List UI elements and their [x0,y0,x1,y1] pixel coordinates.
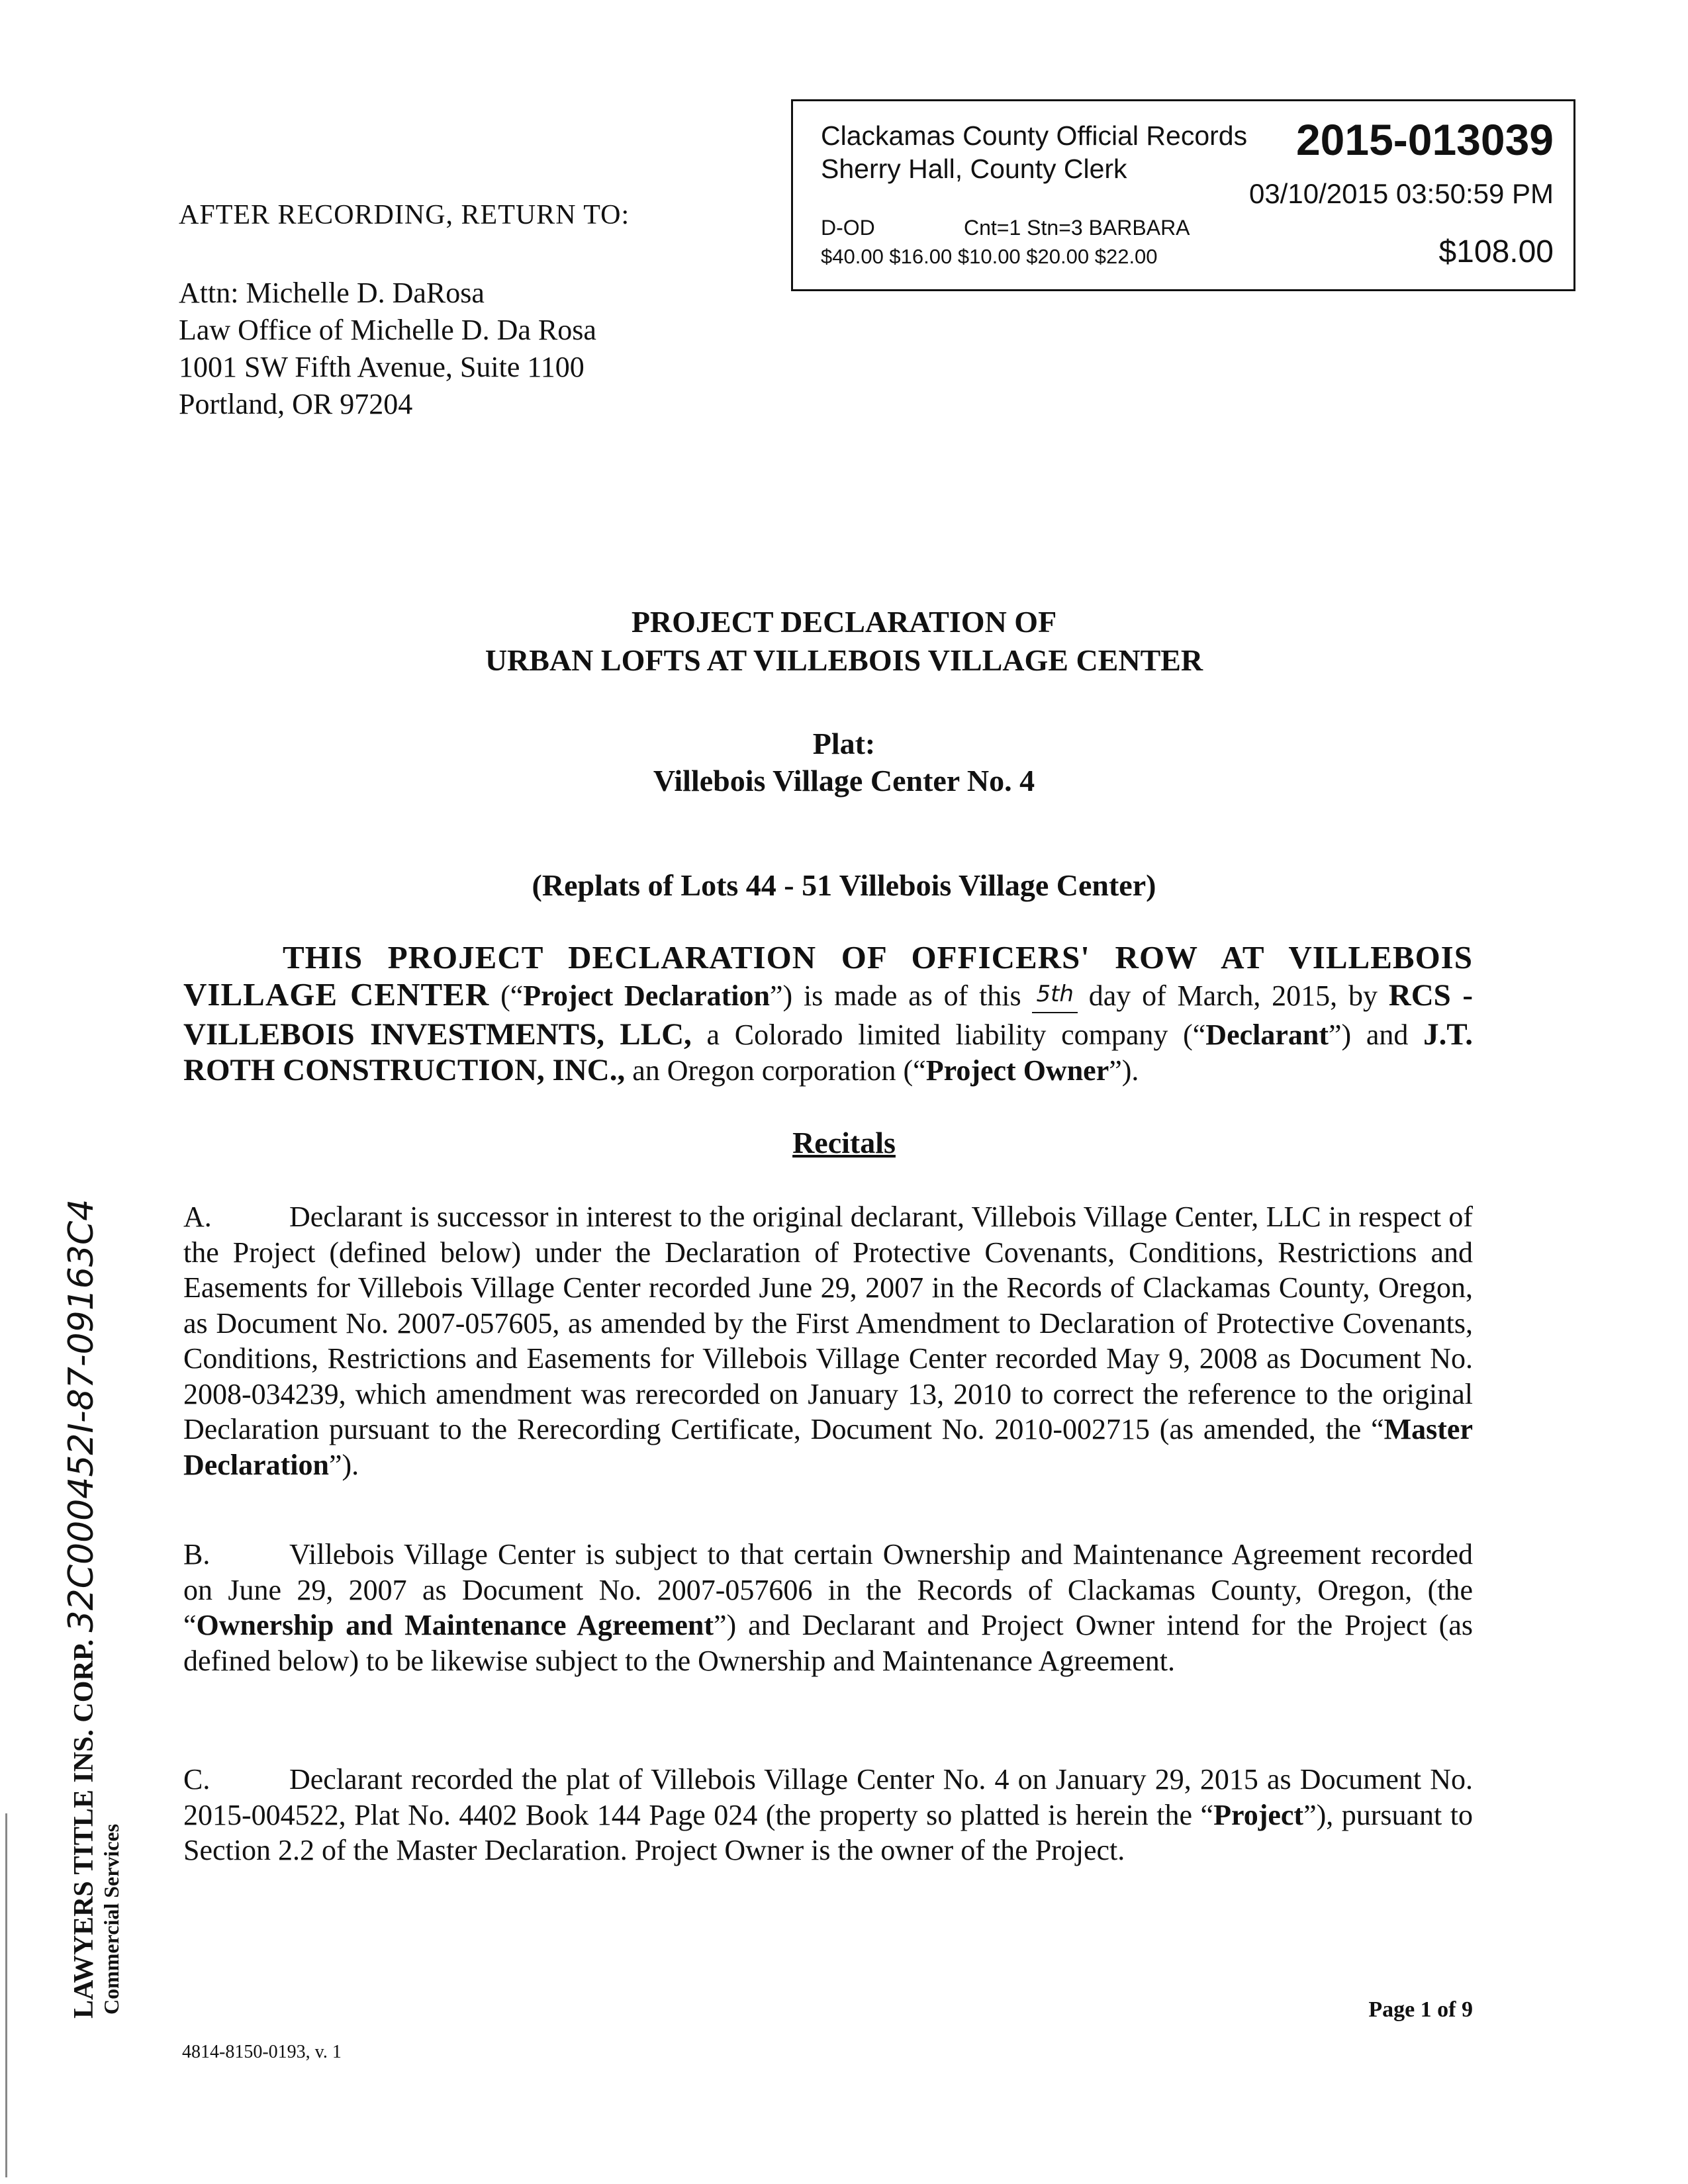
recital-a [183,1199,1473,1482]
recital-label: A. [183,1201,212,1233]
intro-heading: THIS PROJECT DECLARATION OF OFFICERS' ROW AT VILLEBOIS VILLAGE CENTER [183,939,1473,1013]
margin-division: Commercial Services [99,1823,123,2015]
margin-company: LAWYERS TITLE INS. CORP. [69,1632,99,2019]
stamp-total: $108.00 [1438,234,1554,269]
recitals-heading: Recitals [792,1126,896,1160]
recital-text: ”), pursuant to Section 2.2 of the Master Declaration. Project Owner is the owner of the Project. [183,1798,1474,1866]
stamp-clerk: Sherry Hall, County Clerk [821,154,1127,184]
address-line: 1001 SW Fifth Avenue, Suite 1100 [179,351,585,383]
party-project-owner: J.T. ROTH CONSTRUCTION, INC., [183,1017,1474,1087]
intro-text: (“ [489,979,524,1012]
stamp-count-info: Cnt=1 Stn=3 BARBARA [964,216,1190,240]
plat-label: Plat: [812,727,876,760]
handwritten-day: 5th [1032,977,1078,1014]
recital-b [183,1537,1473,1678]
margin-title-company-note [62,1199,123,2019]
recital-label: C. [183,1763,211,1796]
page-number: Page 1 of 9 [1368,1997,1473,2022]
title-line-1: PROJECT DECLARATION OF [631,605,1057,639]
title-line-2: URBAN LOFTS AT VILLEBOIS VILLAGE CENTER [485,643,1203,677]
intro-text: day of March, 2015, by [1077,979,1389,1012]
intro-text: ”) and [1329,1019,1424,1051]
address-line: Portland, OR 97204 [179,388,413,420]
stamp-datetime: 03/10/2015 03:50:59 PM [1248,178,1554,209]
stamp-office: Clackamas County Official Records [821,120,1248,151]
document-reference: 4814-8150-0193, v. 1 [182,2042,342,2062]
recital-text: Declarant recorded the plat of Villebois Village Center No. 4 on January 29, 2015 as Document No. 2015-004522, Plat No. 4402 Book 144 Page 024 (the property so platted is herein the “ [183,1763,1473,1831]
intro-text: ”) is made as of this [769,979,1033,1012]
recital-c [183,1762,1473,1868]
recital-text: ”) and Declarant and Project Owner intend for the Project (as defined below) to be likewise subject to the Ownership and Maintenance Agreement. [183,1609,1473,1677]
stamp-type-code: D-OD [821,216,875,240]
plat-name: Villebois Village Center No. 4 [653,764,1035,797]
scan-edge-line [5,1813,7,2177]
party-declarant: RCS - VILLEBOIS INVESTMENTS, LLC, [183,978,1473,1052]
defined-term: Master Declaration [183,1413,1473,1481]
recital-label: B. [183,1538,211,1570]
intro-text: a Colorado limited liability company (“ [691,1019,1206,1051]
address-line: Attn: Michelle D. DaRosa [179,277,485,309]
intro-text: ”). [1109,1054,1139,1087]
address-line: Law Office of Michelle D. Da Rosa [179,314,596,346]
recital-text: Declarant is successor in interest to the original declarant, Villebois Village Center, LLC in respect of the Project (defined below) under the Declaration of Protective Covenants, Conditions, Restrictions and Easements for Villebois Village Center recorded June 29, 2007 in the Records of Clackamas County, Oregon, as Document No. 2007-057605, as amended by the First Amendment to Declaration of Protective Covenants, Conditions, Restrictions and Easements for Villebois Village Center recorded May 9, 2008 as Document No. 2008-034239, which amendment was rerecorded on January 13, 2010 to correct the reference to the original Declaration pursuant to the Rerecording Certificate, Document No. 2010-002715 (as amended, the “ [183,1201,1473,1445]
return-to-heading: AFTER RECORDING, RETURN TO: [179,200,630,230]
intro-paragraph [183,940,1473,1088]
recording-stamp [791,99,1575,291]
recital-text: ”). [328,1448,359,1481]
margin-handwritten-reference: 32C000452I-87-09163C4 [62,1199,101,1633]
defined-term: Ownership and Maintenance Agreement [196,1609,714,1641]
replats-line: (Replats of Lots 44 - 51 Villebois Village Center) [532,868,1156,902]
defined-term: Project Owner [925,1054,1109,1087]
intro-text: an Oregon corporation (“ [625,1054,926,1087]
stamp-document-number: 2015-013039 [1295,115,1554,164]
defined-term: Declarant [1205,1019,1329,1051]
defined-term: Project Declaration [523,979,770,1012]
recital-text: Villebois Village Center is subject to that certain Ownership and Maintenance Agreement recorded on June 29, 2007 as Document No. 2007-057606 in the Records of Clackamas County, Oregon, (the “ [183,1538,1473,1641]
stamp-fees: $40.00 $16.00 $10.00 $20.00 $22.00 [821,245,1158,268]
return-address [179,275,596,423]
defined-term: Project [1213,1798,1304,1831]
